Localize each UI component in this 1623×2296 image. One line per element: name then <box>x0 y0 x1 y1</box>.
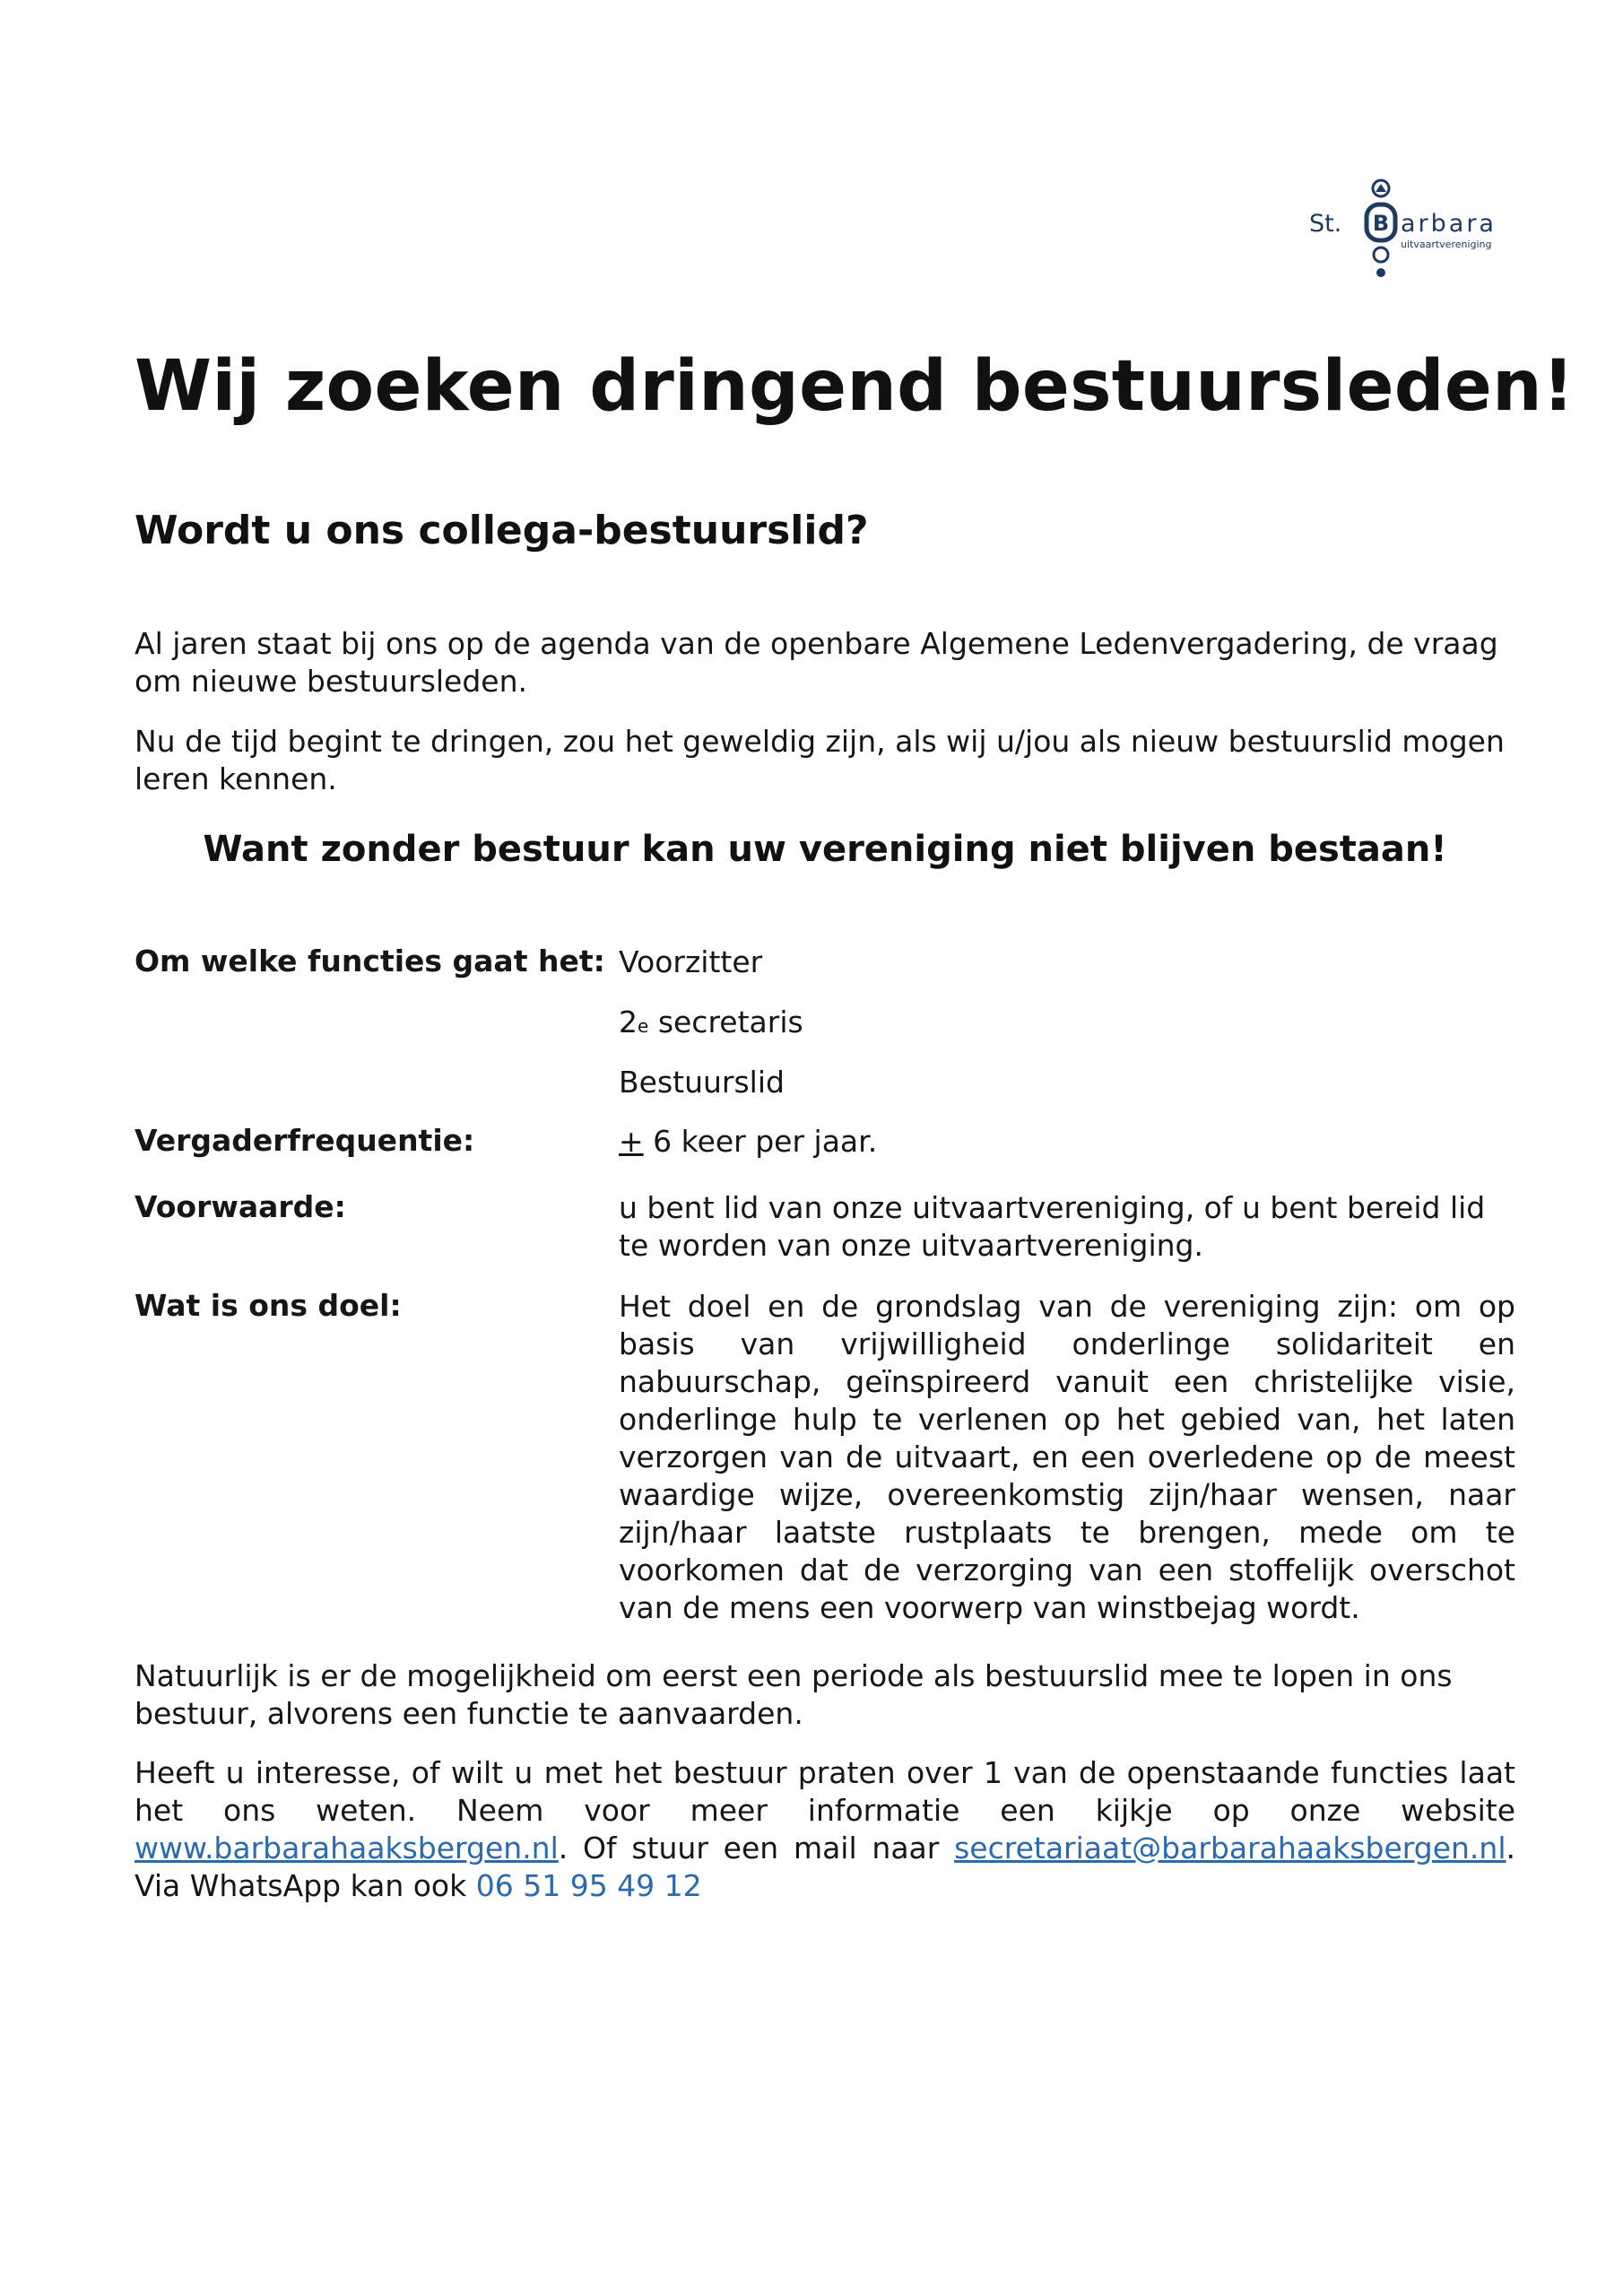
page-title: Wij zoeken dringend bestuursleden! <box>135 346 1575 427</box>
goal-value: Het doel en de grondslag van de vereniging zijn: om op basis van vrijwilligheid onderlinge solidariteit en nabuurschap, geïnspireerd vanuit een christelijke visie, onderlinge hulp te verlenen op het gebied van, het laten verzorgen van de uitvaart, en een overledene op de meest waardige wijze, overeenkomstig zijn/haar wensen, naar zijn/haar laatste rustplaats te brengen, mede om te voorkomen dat de verzorging van een stoffelijk overschot van de mens een voorwerp van winstbejag wordt. <box>619 1289 1515 1625</box>
whatsapp-number[interactable]: 06 51 95 49 12 <box>475 1868 702 1903</box>
website-link[interactable]: www.barbarahaaksbergen.nl <box>135 1831 559 1866</box>
closing-text-1: Heeft u interesse, of wilt u met het bestuur praten over 1 van de openstaande functies laat het ons weten. Neem voor meer informatie een kijkje op onze website <box>135 1755 1515 1828</box>
plus-minus-symbol: + <box>619 1124 644 1159</box>
functions-label: Om welke functies gaat het: <box>135 944 605 978</box>
logo-bottom-ring <box>1374 248 1388 262</box>
logo-tagline: uitvaartvereniging <box>1401 239 1492 250</box>
function-chair: Voorzitter <box>619 944 763 979</box>
function-member: Bestuurslid <box>619 1065 785 1100</box>
intro-paragraph-1: Al jaren staat bij ons op de agenda van de openbare Algemene Ledenvergadering, de vraag om nieuwe bestuursleden. <box>135 626 1498 699</box>
logo-text-left: St. <box>1309 210 1342 238</box>
logo-letter: B <box>1372 211 1390 236</box>
st-barbara-logo <box>1309 176 1524 287</box>
closing-text-2: . Of stuur een mail naar <box>558 1831 955 1866</box>
closing-paragraph-2 <box>135 1754 1515 1905</box>
intro-paragraph-2: Nu de tijd begint te dringen, zou het geweldig zijn, als wij u/jou als nieuw bestuurslid mogen leren kennen. <box>135 724 1505 796</box>
frequency-label: Vergaderfrequentie: <box>135 1123 475 1158</box>
slogan: Want zonder bestuur kan uw vereniging niet blijven bestaan! <box>203 829 1447 870</box>
secretary-suffix: e <box>638 1015 649 1037</box>
goal-label: Wat is ons doel: <box>135 1288 402 1323</box>
condition-value: u bent lid van onze uitvaartvereniging, of u bent bereid lid te worden van onze uitvaartvereniging. <box>619 1190 1486 1263</box>
closing-text-3: . Via WhatsApp kan ook <box>135 1831 1515 1903</box>
email-link[interactable]: secretariaat@barbarahaaksbergen.nl <box>954 1831 1506 1866</box>
logo-bottom-dot <box>1376 268 1385 277</box>
condition-label: Voorwaarde: <box>135 1189 346 1224</box>
secretary-word: secretaris <box>657 1004 803 1039</box>
secretary-number: 2 <box>619 1004 638 1039</box>
logo-text-right: arbara <box>1401 210 1497 238</box>
closing-paragraph-1: Natuurlijk is er de mogelijkheid om eerst een periode als bestuurslid mee te lopen in ons bestuur, alvorens een functie te aanvaarden. <box>135 1658 1453 1731</box>
logo-top-arrow <box>1376 184 1386 192</box>
function-secretary <box>619 1004 803 1041</box>
frequency-text: 6 keer per jaar. <box>653 1124 878 1159</box>
frequency-value <box>619 1123 877 1161</box>
page-subtitle: Wordt u ons collega-bestuurslid? <box>135 508 869 553</box>
